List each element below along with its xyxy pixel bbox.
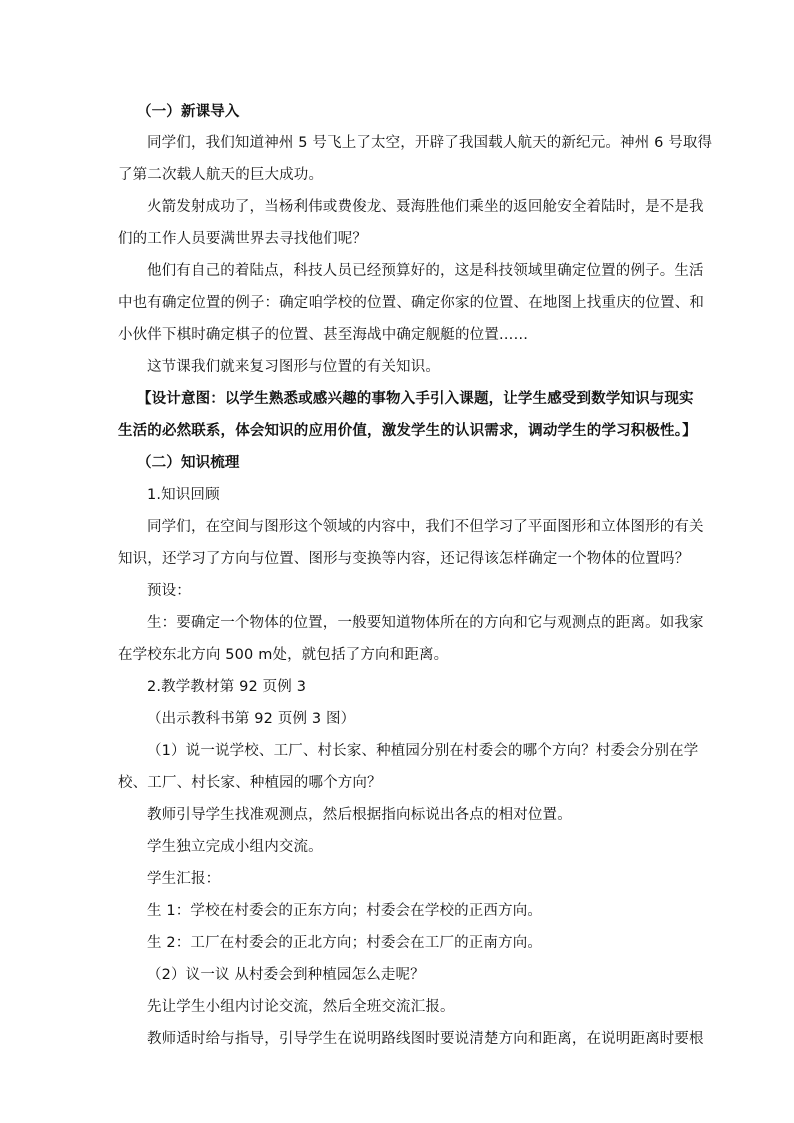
paragraph-line: 小伙伴下棋时确定棋子的位置、甚至海战中确定舰艇的位置…… (118, 327, 529, 343)
subsection-heading: 2.教学教材第 92 页例 3 (147, 679, 307, 695)
paragraph-line: （1）说一说学校、工厂、村长家、种植园分别在村委会的哪个方向？村委会分别在学 (147, 743, 699, 759)
paragraph-line: 生 2：工厂在村委会的正北方向；村委会在工厂的正南方向。 (147, 935, 543, 951)
paragraph-line: 先让学生小组内讨论交流，然后全班交流汇报。 (147, 999, 455, 1015)
paragraph-line: 教师适时给与指导，引导学生在说明路线图时要说清楚方向和距离，在说明距离时要根 (147, 1031, 704, 1047)
paragraph-line: 了第二次载人航天的巨大成功。 (118, 167, 324, 183)
paragraph-line: 学生独立完成小组内交流。 (147, 839, 323, 855)
paragraph-line: 在学校东北方向 500 m处，就包括了方向和距离。 (118, 647, 449, 663)
paragraph-line: 同学们，在空间与图形这个领域的内容中，我们不但学习了平面图形和立体图形的有关 (147, 519, 704, 535)
paragraph-line: 这节课我们就来复习图形与位置的有关知识。 (147, 359, 440, 375)
subsection-heading: 1.知识回顾 (147, 487, 220, 503)
paragraph-line: 他们有自己的着陆点，科技人员已经预算好的，这是科技领域里确定位置的例子。生活 (147, 263, 704, 279)
paragraph-line: 火箭发射成功了，当杨利伟或费俊龙、聂海胜他们乘坐的返回舱安全着陆时，是不是我 (147, 199, 704, 215)
paragraph-line: 教师引导学生找准观测点，然后根据指向标说出各点的相对位置。 (147, 807, 572, 823)
paragraph-line: 中也有确定位置的例子：确定咱学校的位置、确定你家的位置、在地图上找重庆的位置、和 (118, 295, 704, 311)
paragraph-line: 同学们，我们知道神州 5 号飞上了太空，开辟了我国载人航天的新纪元。神州 6 号取得 (147, 135, 713, 151)
paragraph-line: （2）议一议 从村委会到种植园怎么走呢？ (147, 967, 425, 983)
section-heading: （二）知识梳理 (137, 455, 240, 471)
paragraph-line: （出示教科书第 92 页例 3 图） (147, 711, 356, 727)
paragraph-line: 学生汇报： (147, 871, 221, 887)
paragraph-line: 校、工厂、村长家、种植园的哪个方向？ (118, 775, 382, 791)
paragraph-line: 知识，还学习了方向与位置、图形与变换等内容，还记得该怎样确定一个物体的位置吗？ (118, 551, 690, 567)
paragraph-line: 生 1：学校在村委会的正东方向；村委会在学校的正西方向。 (147, 903, 543, 919)
paragraph-line: 们的工作人员要满世界去寻找他们呢？ (118, 231, 368, 247)
design-intent-line: 【设计意图：以学生熟悉或感兴趣的事物入手引入课题，让学生感受到数学知识与现实 (137, 391, 694, 407)
paragraph-line: 生：要确定一个物体的位置，一般要知道物体所在的方向和它与观测点的距离。如我家 (147, 615, 704, 631)
paragraph-line: 预设： (147, 583, 191, 599)
design-intent-line: 生活的必然联系，体会知识的应用价值，激发学生的认识需求，调动学生的学习积极性。】 (118, 423, 697, 439)
section-heading: （一）新课导入 (137, 104, 240, 120)
